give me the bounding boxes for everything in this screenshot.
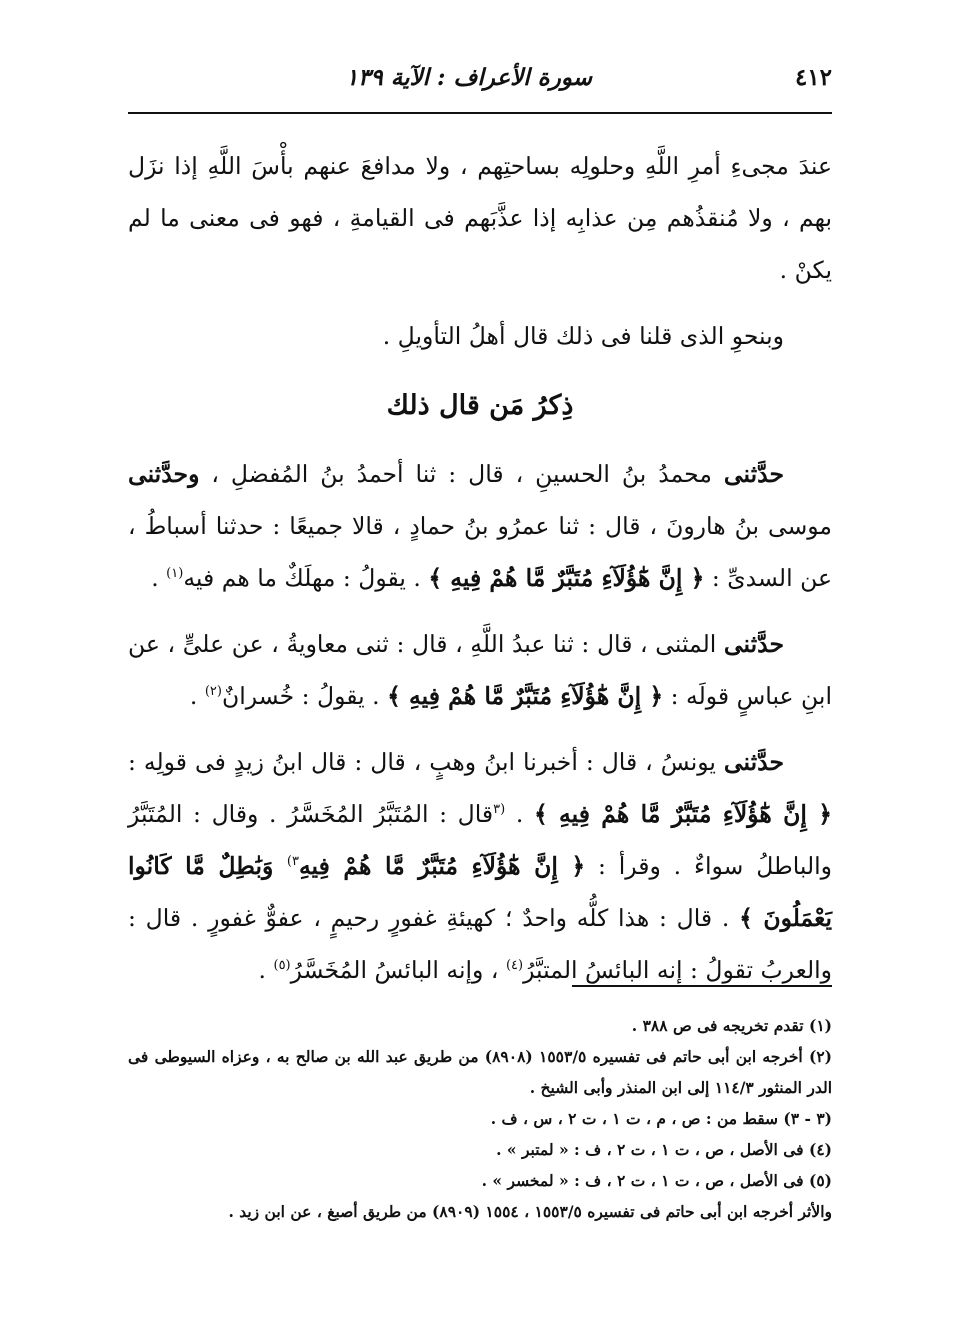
page-header xyxy=(128,56,832,106)
quran-quote: ﴿ إِنَّ هَٰٓؤُلَآءِ مُتَبَّرٌ مَّا هُمْ فِيهِ ﴾ xyxy=(387,682,664,710)
paragraph-4-text-2: . يقولُ : خُسرانٌ xyxy=(221,682,388,710)
paragraph-5 xyxy=(128,736,832,996)
paragraph-3-text-1: محمدُ بنُ الحسينِ ، قال : ثنا أحمدُ بنُ المُفضلِ ، xyxy=(199,460,724,488)
paragraph-5-text-2: . xyxy=(505,800,534,828)
paragraph-4 xyxy=(128,618,832,722)
footnote-ref-3-close: ٣) xyxy=(286,854,299,870)
paragraph-1 xyxy=(128,140,832,296)
paragraph-1-line-1: عندَ مجىءِ أمرِ اللَّهِ وحلولِه بساحتِهم ، ولا مدافعَ عنهم بأْسَ اللَّهِ إذا نزَل بهم ، ولا xyxy=(128,152,832,232)
footnote-4: (٤) فى الأصل ، ص ، ت ١ ، ت ٢ ، ف : « لمتبر » . xyxy=(496,1140,832,1159)
footnote-ref-4: (٤) xyxy=(505,958,524,974)
paragraph-5-text-3: قال : المُتَبَّرُ المُخَسَّرُ . وقال : المُتَبَّرُ والباطلُ سواءٌ . وقرأ : xyxy=(128,800,832,880)
paragraph-1-line-2: مُنقذُهم مِن عذابِه إذا عذَّبَهم فى القيامةِ ، فهو فى معنى ما لم يكنْ . xyxy=(128,204,832,284)
footnote-1: (١) تقدم تخريجه فى ص ٣٨٨ . xyxy=(631,1016,832,1035)
paragraph-4-end: . xyxy=(189,682,205,710)
isnad-keyword: وحدَّثنى xyxy=(128,460,200,488)
paragraph-2: وبنحوِ الذى قلنا فى ذلك قال أهلُ التأويلِ . xyxy=(382,322,784,350)
paragraph-3-text-3: . يقولُ : مهلَكٌ ما هم فيه xyxy=(183,564,429,592)
footnotes xyxy=(128,1010,832,1227)
isnad-keyword: حدَّثنى xyxy=(723,748,784,776)
footnote-ref-3-open: (٣ xyxy=(493,802,506,818)
paragraph-5-text-1: يونسُ ، قال : أخبرنا ابنُ وهبٍ ، قال : قال ابنُ زيدٍ فى قولِه : xyxy=(128,748,724,776)
isnad-keyword: حدَّثنى xyxy=(723,630,784,658)
paragraph-4-text-1: المثنى ، قال : ثنا عبدُ اللَّهِ ، قال : ثنى معاويةُ ، عن علىٍّ ، عن ابنِ عباسٍ قولَه : xyxy=(128,630,832,710)
quran-quote: ﴿ إِنَّ هَٰٓؤُلَآءِ مُتَبَّرٌ مَّا هُمْ فِيهِ xyxy=(298,852,586,880)
footnote-5: (٥) فى الأصل ، ص ، ت ١ ، ت ٢ ، ف : « لمخسر » . xyxy=(481,1171,832,1190)
isnad-keyword: حدَّثنى xyxy=(723,460,784,488)
running-head: سورة الأعراف : الآية ١٣٩ xyxy=(345,64,592,91)
paragraph-3 xyxy=(128,448,832,604)
main-text xyxy=(128,140,832,996)
footnote-5-continuation: والأثر أخرجه ابن أبى حاتم فى تفسيره ١٥٥٣/٥ ، ١٥٥٤ (٨٩٠٩) من طريق أصبغ ، عن ابن زيد . xyxy=(228,1202,832,1221)
header-rule xyxy=(128,112,832,114)
footnote-3: (٣ - ٣) سقط من : ص ، م ، ت ١ ، ت ٢ ، س ، ف . xyxy=(490,1109,832,1128)
footnote-2: (٢) أخرجه ابن أبى حاتم فى تفسيره ١٥٥٣/٥ (٨٩٠٨) من طريق عبد الله بن صالح به ، وعزاه السيوطى فى الدر المنثور ١١٤/٣ إلى ابن المنذر وأبى الشيخ . xyxy=(128,1047,832,1097)
paragraph-5-end: . xyxy=(258,956,274,984)
footnote-ref-5: (٥) xyxy=(273,958,291,974)
paragraph-3-text-2: موسى بنُ هارونَ ، قال : ثنا عمرُو بنُ حمادٍ ، قالا جميعًا : حدثنا أسباطُ ، عن السدىِّ : xyxy=(128,512,832,592)
quran-quote: ﴿ إِنَّ هَٰٓؤُلَآءِ مُتَبَّرٌ مَّا هُمْ فِيهِ ﴾ xyxy=(428,564,705,592)
section-heading: ذِكرُ مَن قال ذلك xyxy=(386,390,574,421)
page-number: ٤١٢ xyxy=(794,64,832,91)
footnote-ref-2: (٢) xyxy=(204,684,222,700)
quran-quote: وَبَٰطِلٌ مَّا كَانُوا يَعْمَلُونَ ﴾ xyxy=(128,852,832,932)
paragraph-3-end: . xyxy=(151,564,167,592)
paragraph-5-text-4: . قال : هذا كلُّه واحدٌ ؛ كهيئةِ غفورٍ رحيمٍ ، عفوٌّ غفورٍ . قال : والعربُ تقولُ : إنه البائسُ المتبَّرُ xyxy=(128,904,832,984)
footnote-rule xyxy=(572,985,832,987)
paragraph-5-text-5: ، وإنه البائسُ المُخَسَّرُ xyxy=(290,956,506,984)
footnote-ref-1: (١) xyxy=(166,566,184,582)
quran-quote: ﴿ إِنَّ هَٰٓؤُلَآءِ مُتَبَّرٌ مَّا هُمْ فِيهِ ﴾ xyxy=(533,800,832,828)
